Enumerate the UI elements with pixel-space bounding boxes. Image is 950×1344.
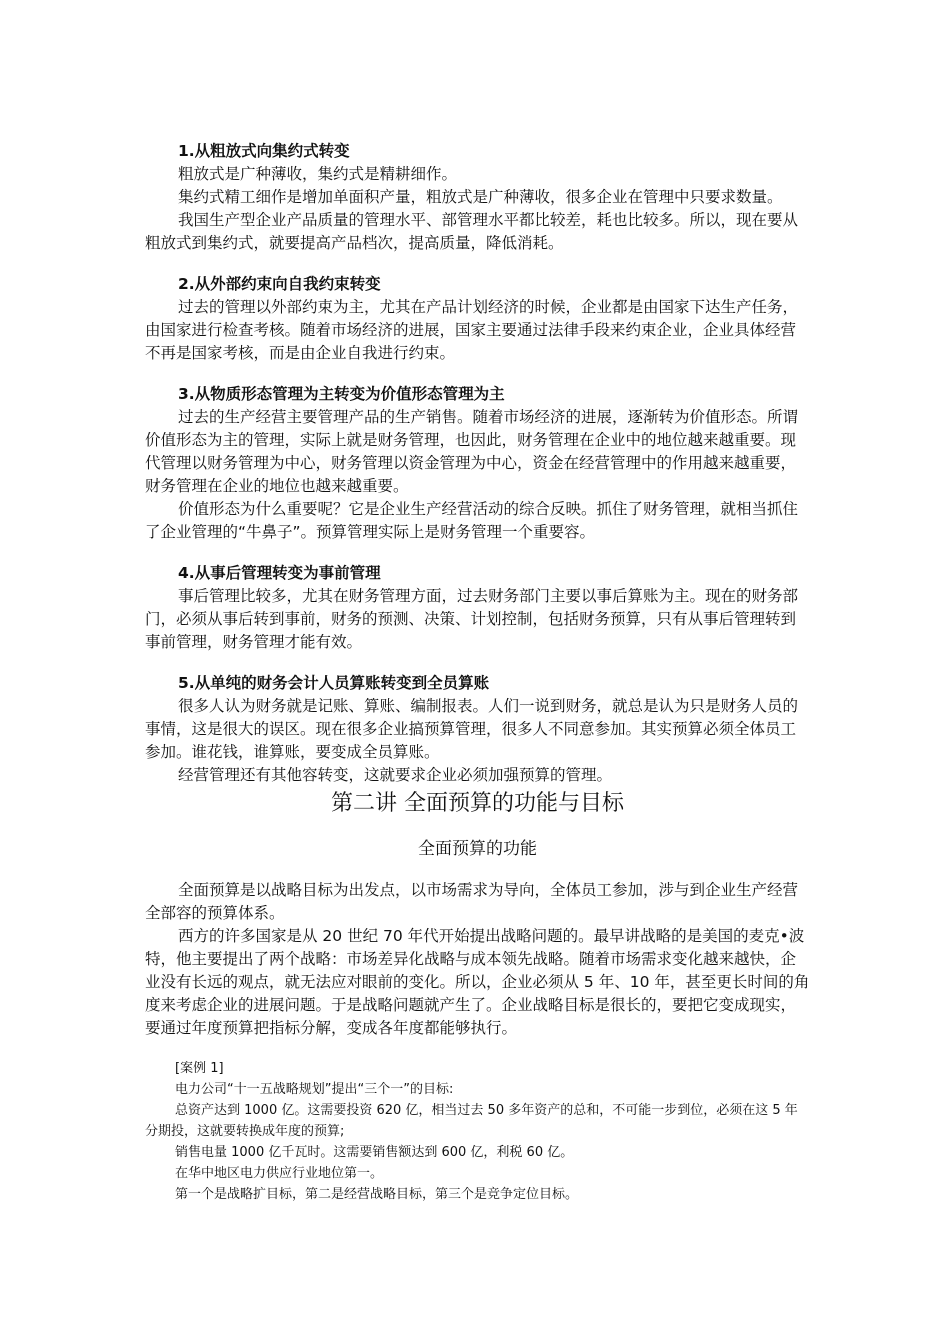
case-line: 在华中地区电力供应行业地位第一。 <box>175 1166 384 1181</box>
lecture-title: 第二讲 全面预算的功能与目标 <box>331 791 624 816</box>
paragraph: 粗放式是广种薄收，集约式是精耕细作。 <box>178 165 458 183</box>
section-heading: 1.从粗放式向集约式转变 <box>178 142 350 160</box>
paragraph: 很多人认为财务就是记账、算账、编制报表。人们一说到财务，就总是认为只是财务人员的事情，这是很大的误区。现在很多企业搞预算管理，很多人不同意参加。其实预算必须全体员工参加。谁花钱，谁算账，要变成全员算账。 <box>145 697 799 761</box>
case-label: [案例 1] <box>175 1061 224 1076</box>
case-line: 销售电量 1000 亿千瓦时。这需要销售额达到 600 亿，利税 60 亿。 <box>175 1145 574 1160</box>
paragraph: 过去的管理以外部约束为主，尤其在产品计划经济的时候，企业都是由国家下达生产任务，由国家进行检查考核。随着市场经济的进展，国家主要通过法律手段来约束企业，企业具体经营不再是国家考核，而是由企业自我进行约束。 <box>145 298 799 362</box>
case-line: 第一个是战略扩目标，第二是经营战略目标，第三个是竞争定位目标。 <box>175 1187 579 1202</box>
case-line: 电力公司“十一五战略规划”提出“三个一”的目标: <box>175 1082 454 1097</box>
paragraph: 全面预算是以战略目标为出发点，以市场需求为导向，全体员工参加，涉与到企业生产经营全部容的预算体系。 <box>145 881 799 922</box>
section-heading: 2.从外部约束向自我约束转变 <box>178 275 381 293</box>
paragraph: 价值形态为什么重要呢？它是企业生产经营活动的综合反映。抓住了财务管理，就相当抓住了企业管理的“牛鼻子”。预算管理实际上是财务管理一个重要容。 <box>145 500 799 541</box>
section-subtitle: 全面预算的功能 <box>418 839 537 859</box>
section-heading: 4.从事后管理转变为事前管理 <box>178 564 381 582</box>
case-line: 总资产达到 1000 亿。这需要投资 620 亿，相当过去 50 多年资产的总和，不可能一步到位，必须在这 5 年分期投，这就要转换成年度的预算; <box>145 1103 798 1139</box>
section-heading: 3.从物质形态管理为主转变为价值形态管理为主 <box>178 385 505 403</box>
paragraph: 西方的许多国家是从 20 世纪 70 年代开始提出战略问题的。最早讲战略的是美国的麦克•波特，他主要提出了两个战略：市场差异化战略与成本领先战略。随着市场需求变化越来越快，企业没有长远的观点，就无法应对眼前的变化。所以，企业必须从 5 年、10 年，甚至更长时间的角度来考虑企业的进展问题。于是战略问题就产生了。企业战略目标是很长的，要把它变成现实，要通过年度预算把指标分解，变成各年度都能够执行。 <box>145 927 810 1037</box>
paragraph: 过去的生产经营主要管理产品的生产销售。随着市场经济的进展，逐渐转为价值形态。所谓价值形态为主的管理，实际上就是财务管理，也因此，财务管理在企业中的地位越来越重要。现代管理以财务管理为中心，财务管理以资金管理为中心，资金在经营管理中的作用越来越重要，财务管理在企业的地位也越来越重要。 <box>145 408 799 495</box>
paragraph: 集约式精工细作是增加单面积产量，粗放式是广种薄收，很多企业在管理中只要求数量。 <box>178 188 783 206</box>
document-page <box>145 140 810 1205</box>
paragraph: 经营管理还有其他容转变，这就要求企业必须加强预算的管理。 <box>178 766 613 784</box>
section-heading: 5.从单纯的财务会计人员算账转变到全员算账 <box>178 674 490 692</box>
paragraph: 我国生产型企业产品质量的管理水平、部管理水平都比较差，耗也比较多。所以，现在要从粗放式到集约式，就要提高产品档次，提高质量，降低消耗。 <box>145 211 799 252</box>
paragraph: 事后管理比较多，尤其在财务管理方面，过去财务部门主要以事后算账为主。现在的财务部门，必须从事后转到事前，财务的预测、决策、计划控制，包括财务预算，只有从事后管理转到事前管理，财务管理才能有效。 <box>145 587 799 651</box>
